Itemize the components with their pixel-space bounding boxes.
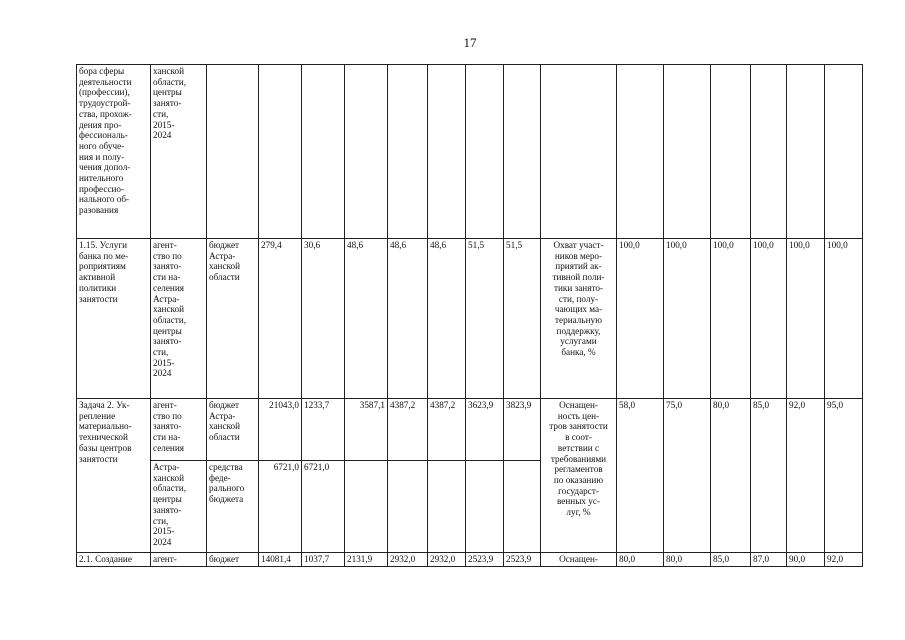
indicator-value-cell: 80,0 xyxy=(617,553,664,567)
text-line: активной xyxy=(79,272,116,283)
text-line: приятий ак- xyxy=(555,261,602,272)
text-line: ство по xyxy=(153,250,182,261)
text-line: сти на- xyxy=(153,432,181,443)
text-line: бюджета xyxy=(209,494,244,505)
amount-cell: 2131,9 xyxy=(345,553,388,567)
text-line: области, xyxy=(153,76,187,87)
executor-cell xyxy=(151,65,207,239)
text-line: луг, % xyxy=(566,507,591,518)
funding-source-cell: бюджет xyxy=(207,553,259,567)
text-line: 2024 xyxy=(153,368,172,379)
text-line: политики xyxy=(79,282,117,293)
executor-cell: агент- xyxy=(151,553,207,567)
text-line: Астра- xyxy=(153,462,180,472)
indicator-value-cell: 100,0 xyxy=(751,239,787,399)
text-line: услугами xyxy=(560,336,597,347)
text-line: тров занятости xyxy=(549,421,608,432)
text-line: центры xyxy=(153,494,182,505)
amount-cell: 48,6 xyxy=(345,239,388,399)
text-line: роприятиям xyxy=(79,261,126,272)
text-line: области, xyxy=(153,483,187,494)
empty-cell xyxy=(388,65,428,239)
text-line: сти, xyxy=(153,347,169,358)
amount-cell: 2932,0 xyxy=(388,553,428,567)
text-line: Астра- xyxy=(153,293,180,304)
empty-cell xyxy=(617,65,664,239)
indicator-value-cell: 80,0 xyxy=(664,553,711,567)
indicator-value-cell: 100,0 xyxy=(711,239,751,399)
text-line: ветствии с xyxy=(557,442,600,453)
empty-cell xyxy=(466,461,504,553)
page-number: 17 xyxy=(463,35,477,50)
measure-name-cell xyxy=(77,399,151,553)
indicator-value-cell: 92,0 xyxy=(787,399,825,553)
executor-cell xyxy=(151,461,207,553)
text-line: тивной поли- xyxy=(552,272,605,283)
text-line: ханской xyxy=(153,304,185,315)
text-line: занято- xyxy=(153,421,182,432)
text-line: области, xyxy=(153,314,187,325)
text-line: нального об- xyxy=(79,194,130,205)
text-line: средства xyxy=(209,462,243,472)
indicator-value-cell: 85,0 xyxy=(711,553,751,567)
empty-cell xyxy=(428,65,466,239)
text-line: 2015- xyxy=(153,357,175,368)
amount-cell: 51,5 xyxy=(466,239,504,399)
amount-cell: 2523,9 xyxy=(466,553,504,567)
text-line: занято- xyxy=(153,98,182,109)
text-line: бюджет xyxy=(209,400,240,410)
executor-cell xyxy=(151,239,207,399)
empty-cell xyxy=(259,65,302,239)
text-line: центры xyxy=(153,87,182,98)
measure-name-cell: 2.1. Создание xyxy=(77,553,151,567)
text-line: занятости xyxy=(79,453,118,464)
text-line: чения допол- xyxy=(79,162,131,173)
table-row-1-15 xyxy=(77,239,863,399)
indicator-value-cell: 80,0 xyxy=(711,399,751,553)
amount-cell: 6721,0 xyxy=(302,461,345,553)
measure-name-cell xyxy=(77,239,151,399)
text-line: дения про- xyxy=(79,119,122,130)
text-line: Астра- xyxy=(209,250,236,261)
table-row-task-2 xyxy=(77,399,863,461)
amount-cell: 3823,9 xyxy=(504,399,541,461)
text-line: чающих ма- xyxy=(554,304,603,315)
text-line: репление xyxy=(79,410,116,421)
indicator-value-cell: 75,0 xyxy=(664,399,711,553)
indicator-cell xyxy=(541,239,617,399)
measure-name-cell xyxy=(77,65,151,239)
executor-cell xyxy=(151,399,207,461)
text-line: нительного xyxy=(79,173,124,184)
text-line: селения xyxy=(153,282,184,293)
amount-cell: 48,6 xyxy=(388,239,428,399)
text-line: разования xyxy=(79,205,119,216)
indicator-value-cell: 95,0 xyxy=(825,399,863,553)
indicator-value-cell: 58,0 xyxy=(617,399,664,553)
text-line: агент- xyxy=(153,400,177,410)
text-line: Охват участ- xyxy=(553,240,604,250)
text-line: банка, % xyxy=(561,347,596,358)
text-line: сти, полу- xyxy=(558,293,599,304)
text-line: области xyxy=(209,272,240,283)
text-line: сти, xyxy=(153,515,169,526)
text-line: требованиями xyxy=(550,453,607,464)
text-line: 2015- xyxy=(153,119,175,130)
funding-source-cell xyxy=(207,461,259,553)
amount-cell: 2932,0 xyxy=(428,553,466,567)
empty-cell xyxy=(207,65,259,239)
funding-source-cell xyxy=(207,239,259,399)
text-line: венных ус- xyxy=(557,496,600,507)
text-line: профессио- xyxy=(79,183,125,194)
empty-cell xyxy=(428,461,466,553)
text-line: ство по xyxy=(153,410,182,421)
text-line: деятельности xyxy=(79,76,132,87)
text-line: занятости xyxy=(79,293,118,304)
empty-cell xyxy=(711,65,751,239)
text-line: центры xyxy=(153,325,182,336)
text-line: ства, прохож- xyxy=(79,108,132,119)
empty-cell xyxy=(504,461,541,553)
amount-cell: 4387,2 xyxy=(428,399,466,461)
empty-cell xyxy=(751,65,787,239)
text-line: регламентов xyxy=(554,464,603,475)
amount-cell: 14081,4 xyxy=(259,553,302,567)
amount-cell: 279,4 xyxy=(259,239,302,399)
table-row-continuation xyxy=(77,65,863,239)
text-line: рального xyxy=(209,483,245,494)
text-line: в соот- xyxy=(565,432,592,443)
text-line: феде- xyxy=(209,472,231,483)
text-line: занято- xyxy=(153,504,182,515)
text-line: Оснащен- xyxy=(559,400,598,410)
indicator-value-cell: 100,0 xyxy=(617,239,664,399)
text-line: ханской xyxy=(153,66,185,76)
funding-source-cell xyxy=(207,399,259,461)
indicator-value-cell: 100,0 xyxy=(787,239,825,399)
text-line: сти, xyxy=(153,108,169,119)
text-line: Задача 2. Ук- xyxy=(79,400,130,410)
empty-cell xyxy=(466,65,504,239)
text-line: по оказанию xyxy=(553,474,604,485)
amount-cell: 30,6 xyxy=(302,239,345,399)
indicator-value-cell: 100,0 xyxy=(664,239,711,399)
text-line: ного обуче- xyxy=(79,140,125,151)
amount-cell: 4387,2 xyxy=(388,399,428,461)
text-line: государст- xyxy=(558,485,599,496)
text-line: ников меро- xyxy=(554,250,603,261)
text-line: ханской xyxy=(209,261,241,272)
indicator-cell: Оснащен- xyxy=(541,553,617,567)
text-line: материально- xyxy=(79,421,132,432)
text-line: бора сферы xyxy=(79,66,125,76)
indicator-value-cell: 87,0 xyxy=(751,553,787,567)
text-line: трудоустрой- xyxy=(79,98,131,109)
table-row-2-1 xyxy=(77,553,863,567)
amount-cell: 1233,7 xyxy=(302,399,345,461)
empty-cell xyxy=(345,461,388,553)
indicator-cell xyxy=(541,399,617,553)
indicator-value-cell: 90,0 xyxy=(787,553,825,567)
text-line: банка по ме- xyxy=(79,250,129,261)
text-line: агент- xyxy=(153,240,177,250)
empty-cell xyxy=(787,65,825,239)
text-line: занято- xyxy=(153,261,182,272)
indicator-value-cell: 85,0 xyxy=(751,399,787,553)
empty-cell xyxy=(388,461,428,553)
amount-cell: 48,6 xyxy=(428,239,466,399)
text-line: тики занято- xyxy=(553,282,603,293)
empty-cell xyxy=(825,65,863,239)
text-line: 2015- xyxy=(153,526,175,537)
indicator-value-cell: 92,0 xyxy=(825,553,863,567)
text-line: ханской xyxy=(209,421,241,432)
text-line: 1.15. Услуги xyxy=(79,240,128,250)
text-line: базы центров xyxy=(79,442,132,453)
empty-cell xyxy=(345,65,388,239)
text-line: 2024 xyxy=(153,130,172,141)
text-line: териальную xyxy=(555,314,602,325)
amount-cell: 1037,7 xyxy=(302,553,345,567)
text-line: селения xyxy=(153,442,184,453)
empty-cell xyxy=(302,65,345,239)
empty-cell xyxy=(664,65,711,239)
amount-cell: 6721,0 xyxy=(259,461,302,553)
text-line: сти на- xyxy=(153,272,181,283)
empty-cell xyxy=(541,65,617,239)
text-line: технической xyxy=(79,432,128,443)
text-line: ния и полу- xyxy=(79,151,125,162)
program-table xyxy=(76,64,863,567)
text-line: 2024 xyxy=(153,536,172,547)
amount-cell: 21043,0 xyxy=(259,399,302,461)
text-line: ханской xyxy=(153,472,185,483)
text-line: области xyxy=(209,432,240,443)
text-line: (профессии), xyxy=(79,87,130,98)
amount-cell: 3623,9 xyxy=(466,399,504,461)
amount-cell: 2523,9 xyxy=(504,553,541,567)
empty-cell xyxy=(504,65,541,239)
text-line: Астра- xyxy=(209,410,236,421)
text-line: занято- xyxy=(153,336,182,347)
text-line: фессиональ- xyxy=(79,130,128,141)
amount-cell: 51,5 xyxy=(504,239,541,399)
amount-cell: 3587,1 xyxy=(345,399,388,461)
text-line: поддержку, xyxy=(556,325,601,336)
text-line: ность цен- xyxy=(557,410,600,421)
indicator-value-cell: 100,0 xyxy=(825,239,863,399)
text-line: бюджет xyxy=(209,240,240,250)
